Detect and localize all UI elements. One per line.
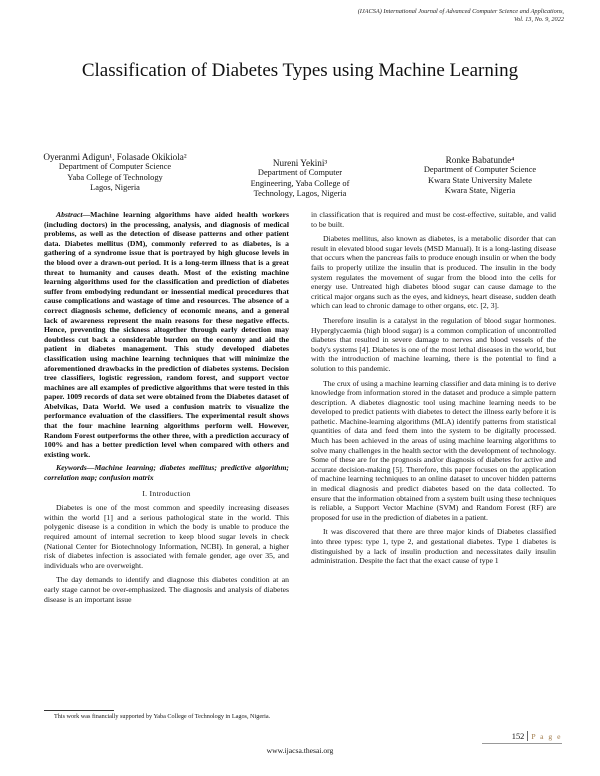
paragraph: in classification that is required and must be cost-effective, suitable, and valid to be built. xyxy=(311,210,556,229)
author-affiliation: Department of Computer Science xyxy=(423,165,537,175)
author-affiliation: Yaba College of Technology xyxy=(67,172,163,182)
abstract xyxy=(44,210,289,459)
author-name: Nureni Yekini³ xyxy=(272,158,328,168)
author-name: Oyeranmi Adigun¹, Folasade Okikiola² xyxy=(43,152,187,162)
paragraph: Therefore insulin is a catalyst in the regulation of blood sugar hormones. Hyperglycaemia (high blood sugar) is a common complication of uncontrolled diabetes that resulted in severe damage to nerves and blood vessels of the body's systems [4]. Diabetes is one of the most lethal diseases in the world, but with the introduction of machine learning, there is the potential to find a solution to this pandemic. xyxy=(311,315,556,373)
right-column xyxy=(311,210,556,571)
journal-name: (IJACSA) International Journal of Advanced Computer Science and Applications, xyxy=(357,8,564,15)
paragraph: Diabetes mellitus, also known as diabetes, is a metabolic disorder that can result in elevated blood sugar levels (MSD Manual). It is a long-lasting disease that occurs when the pancreas fails to produce enough insulin or when the body fails to properly utilize the insulin that is produced. The insulin in the body system regulates the movement of sugar from the blood into the cells for energy use. Untreated high diabetes blood sugar can cause damage to the critical major organs such as the eyes, and kidneys, heart disease, sudden death which can lead to chronic damage to other organs, etc. [2, 3]. xyxy=(311,234,556,311)
author-affiliation: Kwara State University Malete xyxy=(428,175,532,185)
page-number xyxy=(482,731,562,741)
keywords-text: —Machine learning; diabetes mellitus; predictive algorithm; correlation map; confusion matrix xyxy=(44,463,289,483)
paragraph: The crux of using a machine learning classifier and data mining is to derive knowledge from information stored in the dataset and produce a simple pattern description. A diabetes diagnostic tool using machine learning needs to be developed to predict patients with diabetes to detect the illness early before it is pathetic. Machine-learning algorithms (MLA) identify patterns from statistical quantities of data and feed them into the system to be digitally processed. Much has been achieved in the areas of using machine learning algorithms to solve many challenges in the health sector with the development of technology. Some of these are for the prognosis and/or diagnosis of diabetes for active and accurate decision-making [5]. Therefore, this paper focuses on the application of machine learning techniques to an online dataset to uncover hidden patterns in medical diagnosis and predict diabetes based on the data collected. To ensure that the information obtained from a system built using these techniques is reliable, a Support Vector Machine (SVM) and Random Forest (RF) are proposed for use in the prediction of diabetes in a patient. xyxy=(311,378,556,522)
section-heading: I. Introduction xyxy=(142,488,191,498)
author-affiliation: Technology, Lagos, Nigeria xyxy=(253,188,347,198)
paragraph: The day demands to identify and diagnose this diabetes condition at an early stage cannot be over-emphasized. The diagnosis and analysis of diabetes disease is an important issue xyxy=(44,575,289,604)
author-affiliation: Department of Computer xyxy=(257,168,343,178)
journal-url: www.ijacsa.thesai.org xyxy=(266,746,334,755)
paragraph: It was discovered that there are three major kinds of Diabetes classified into three types: type 1, type 2, and gestational diabetes. Type 1 diabetes is distinguished by a lack of insulin production and necessitates daily insulin administration. Despite the fact that the exact cause of type 1 xyxy=(311,527,556,566)
journal-volume: Vol. 13, No. 9, 2022 xyxy=(513,16,564,23)
page-number-rule xyxy=(482,743,562,744)
abstract-label: Abstract xyxy=(56,210,83,219)
author-affiliation: Lagos, Nigeria xyxy=(90,182,140,192)
author-block-1 xyxy=(40,152,190,193)
author-block-3 xyxy=(400,155,560,196)
footnote-rule xyxy=(44,710,114,711)
author-affiliation: Kwara State, Nigeria xyxy=(444,185,516,195)
author-affiliation: Engineering, Yaba College of xyxy=(250,178,350,188)
author-name: Ronke Babatunde⁴ xyxy=(445,155,515,165)
abstract-text: —Machine learning algorithms have aided health workers (including doctors) in the processing, analysis, and diagnosis of medical problems, as well as the detection of disease patterns and other patient data. Diabetes mellitus (DM), commonly referred to as diabetes, is a gathering of a syndrome issue that is portrayed by high glucose levels in the blood over a drawn-out period. It is a long-term illness that is a great threat to humanity and causes death. Most of the existing machine learning algorithms used for the classification and prediction of diabetes suffer from embodying redundant or inessential medical procedures that cause complications and wastage of time and resources. The absence of a correct diagnosis scheme, deficiency of economic means, and a general lack of awareness represent the main reasons for these negative effects. Hence, preventing the sickness altogether through early detection may doubtless cut back a considerable burden on the economy and aid the patient in diabetes management. This study developed diabetes classification using machine learning techniques that will minimize the aforementioned drawbacks in the prediction of diabetes systems. Decision tree classifiers, logistic regression, random forest, and support vector machines are all examples of predictive algorithms that were tested in this paper. 1009 records of data set were obtained from the Diabetes dataset of Abelvikas, Data World. We used a confusion matrix to visualize the performance evaluation of the classifiers. The experimental result shows that the four machine learning algorithms perform well. However, Random Forest outperforms the other three, with a prediction accuracy of 100% and has a better prediction level when compared with others and existing work. xyxy=(44,210,289,459)
footnote: This work was financially supported by Yaba College of Technology in Lagos, Nigeria. xyxy=(54,713,271,720)
paper-title: Classification of Diabetes Types using Machine Learning xyxy=(81,60,519,81)
page-label: P a g e xyxy=(531,732,562,741)
keywords-label: Keywords xyxy=(56,463,87,473)
page-number-divider xyxy=(527,731,528,741)
running-header xyxy=(224,8,564,24)
author-block-2 xyxy=(230,158,370,199)
paragraph: Diabetes is one of the most common and speedily increasing diseases within the world [1] and a serious pathological state in the world. This polygenic disease is a condition in which the body is unable to produce the required amount of internal secretion to keep blood sugar levels in check (National Center for Biotechnology Information, NCBI). In general, a higher risk of diabetes infection is associated with female gender, age over 35, and individuals who are overweight. xyxy=(44,503,289,570)
keywords xyxy=(44,463,289,482)
left-column xyxy=(44,210,289,609)
page-number-value: 152 xyxy=(511,732,525,741)
author-affiliation: Department of Computer Science xyxy=(58,162,172,172)
